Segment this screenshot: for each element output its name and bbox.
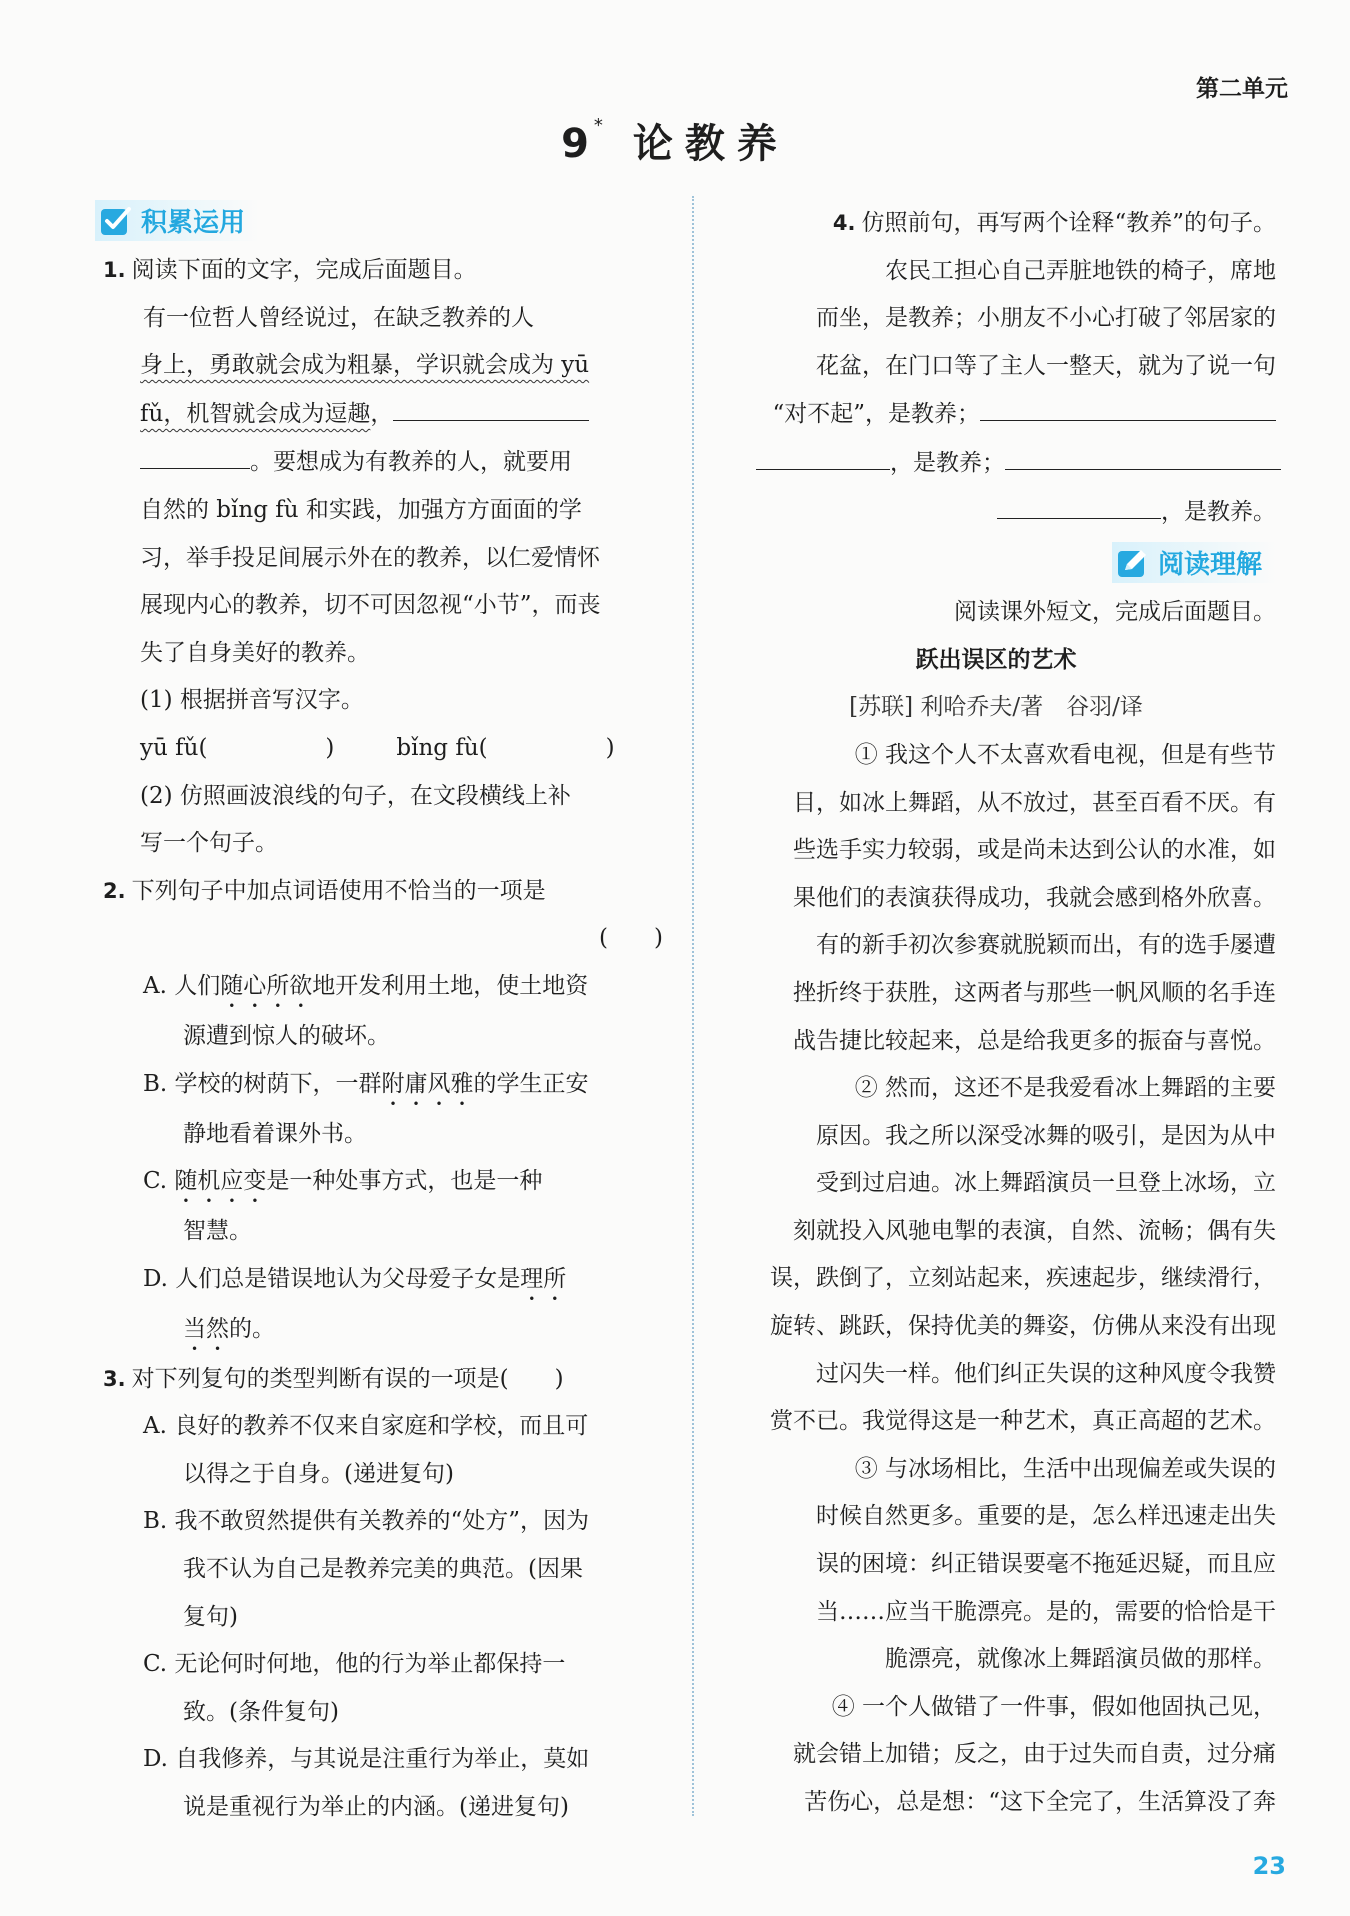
q1-sub1: (1) 根据拼音写汉字。 [140, 687, 364, 714]
paragraph-line: 过闪失一样。他们纠正失误的这种风度令我赞 [816, 1360, 1276, 1387]
q1-passage-line: 习，举手投足间展示外在的教养，以仁爱情怀 [140, 544, 600, 571]
q2-option-c-cont: 智慧。 [183, 1218, 252, 1245]
q2-option-d[interactable]: D. 人们总是错误地认为父母爱子女是理所 [143, 1265, 567, 1292]
paragraph-line: 些选手实力较弱，或是尚未达到公认的水准，如 [793, 837, 1276, 864]
lesson-number: 9 * [561, 115, 605, 167]
q3-option-a[interactable]: A. 良好的教养不仅来自家庭和学校，而且可 [143, 1413, 589, 1440]
answer-blank[interactable] [393, 390, 589, 421]
paragraph-line: 受到过启迪。冰上舞蹈演员一旦登上冰场，立 [816, 1170, 1276, 1197]
q1-passage-line: 展现内心的教养，切不可因忽视“小节”，而丧 [140, 592, 601, 619]
q3-option-c-cont: 致。(条件复句) [183, 1698, 339, 1725]
paragraph-1 [716, 732, 1276, 1065]
q2-option-a-cont: 源遭到惊人的破坏。 [183, 1022, 390, 1049]
q2-prompt: 2. 下列句子中加点词语使用不恰当的一项是 [103, 877, 546, 904]
q1-passage-line: 有一位哲人曾经说过，在缺乏教养的人 [143, 304, 534, 331]
paragraph-line: ③ 与冰场相比，生活中出现偏差或失误的 [854, 1455, 1276, 1482]
q1-passage-line: fǔ，机智就会成为逗趣， [103, 390, 663, 439]
q3-option-b-cont: 复句) [183, 1603, 238, 1630]
wavy-underlined-sentence: fǔ，机智就会成为逗趣 [140, 400, 371, 427]
left-column [103, 200, 663, 1832]
paragraph-line: 当……应当干脆漂亮。是的，需要的恰恰是干 [816, 1598, 1276, 1625]
paragraph-line: 误的困境：纠正错误要毫不拖延迟疑，而且应 [816, 1551, 1276, 1578]
q1-passage-line: 失了自身美好的教养。 [140, 639, 370, 666]
q1-passage-line: 。要想成为有教养的人，就要用 [103, 438, 663, 487]
dotted-word: 随机应变 [174, 1168, 267, 1195]
column-divider [692, 196, 694, 1816]
q3-option-d-cont: 说是重视行为举止的内涵。(递进复句) [183, 1794, 569, 1821]
q4-line: ，是教养； [716, 439, 1276, 488]
q4-line: ，是教养。 [716, 488, 1276, 537]
q3-option-b[interactable]: B. 我不敢贸然提供有关教养的“处方”，因为 [143, 1508, 590, 1535]
q1-sub2: (2) 仿照画波浪线的句子，在文段横线上补 [140, 782, 571, 809]
answer-blank[interactable] [140, 438, 250, 469]
q3-option-a-cont: 以得之于自身。(递进复句) [183, 1460, 454, 1487]
q4-prompt: 4. 仿照前句，再写两个诠释“教养”的句子。 [832, 210, 1276, 236]
dotted-word: 理所 [520, 1265, 567, 1292]
reading-intro: 阅读课外短文，完成后面题目。 [954, 599, 1276, 626]
paragraph-3 [716, 1446, 1276, 1684]
lesson-title [0, 112, 1350, 169]
optional-mark: * [593, 115, 605, 136]
paragraph-4 [716, 1684, 1276, 1827]
dotted-word: 附庸风雅 [381, 1070, 474, 1097]
paragraph-line: 苦伤心，总是想：“这下全完了，生活算没了奔 [804, 1789, 1276, 1815]
paragraph-line: 误，跌倒了，立刻站起来，疾速起步，继续滑行， [770, 1265, 1276, 1292]
paragraph-line: 挫折终于获胜，这两者与那些一帆风顺的名手连 [793, 979, 1276, 1006]
page-number: 23 [1252, 1852, 1286, 1880]
paragraph-line: 赏不已。我觉得这是一种艺术，真正高超的艺术。 [770, 1408, 1276, 1435]
q2-option-a[interactable]: A. 人们随心所欲地开发利用土地，使土地资 [143, 972, 589, 999]
section-reading-title: 阅读理解 [1157, 550, 1262, 581]
q2-option-c[interactable]: C. 随机应变是一种处事方式，也是一种 [143, 1168, 543, 1195]
q1-passage-line [103, 342, 663, 390]
paragraph-line: ② 然而，这还不是我爱看冰上舞蹈的主要 [854, 1075, 1276, 1102]
q1-passage-line: 自然的 bǐng fù 和实践，加强方方面面的学 [140, 496, 582, 523]
paragraph-line: 时候自然更多。重要的是，怎么样迅速走出失 [816, 1503, 1276, 1530]
paragraph-line: 旋转、跳跃，保持优美的舞姿，仿佛从来没有出现 [770, 1313, 1276, 1340]
dotted-word: 随心所欲 [220, 972, 313, 999]
q3-option-c[interactable]: C. 无论何时何地，他的行为举止都保持一 [143, 1651, 566, 1678]
check-pencil-icon [99, 204, 135, 238]
answer-blank[interactable] [997, 488, 1161, 519]
paragraph-line: 目，如冰上舞蹈，从不放过，甚至百看不厌。有 [793, 789, 1276, 816]
q2-option-b-cont: 静地看着课外书。 [183, 1120, 367, 1147]
q2-option-d-cont: 当然的。 [183, 1315, 275, 1342]
q3-prompt: 3. 对下列复句的类型判断有误的一项是( ) [103, 1365, 564, 1392]
q3-option-d[interactable]: D. 自我修养，与其说是注重行为举止，莫如 [143, 1746, 590, 1773]
q4-line: 农民工担心自己弄脏地铁的椅子，席地 [885, 257, 1276, 284]
section-reading-header [1112, 542, 1276, 583]
section-accumulate-title: 积累运用 [141, 208, 246, 238]
paragraph-line: 战告捷比较起来，总是给我更多的振奋与喜悦。 [793, 1027, 1276, 1054]
paragraph-line: 就会错上加错；反之，由于过失而自责，过分痛 [793, 1741, 1276, 1768]
paragraph-line: ① 我这个人不太喜欢看电视，但是有些节 [854, 741, 1276, 768]
answer-blank[interactable] [980, 390, 1276, 421]
q1-sub2: 写一个句子。 [140, 830, 278, 857]
paragraph-line: 脆漂亮，就像冰上舞蹈演员做的那样。 [885, 1646, 1276, 1673]
q2-option-b[interactable]: B. 学校的树荫下，一群附庸风雅的学生正安 [143, 1070, 589, 1097]
paragraph-2 [716, 1065, 1276, 1446]
article-byline: [苏联] 利哈乔夫/著 谷羽/译 [849, 694, 1143, 721]
q4-line: 花盆，在门口等了主人一整天，就为了说一句 [816, 352, 1276, 379]
answer-blank[interactable] [756, 439, 890, 470]
article-title: 跃出误区的艺术 [915, 646, 1077, 673]
paragraph-line: 果他们的表演获得成功，我就会感到格外欣喜。 [793, 884, 1276, 911]
q2-answer-paren[interactable]: ( ) [599, 925, 663, 952]
section-accumulate-header [95, 200, 259, 241]
paragraph-line: ④ 一个人做错了一件事，假如他固执己见， [831, 1693, 1276, 1720]
q4-line: 而坐，是教养；小朋友不小心打破了邻居家的 [816, 305, 1276, 332]
paragraph-line: 有的新手初次参赛就脱颖而出，有的选手屡遭 [816, 932, 1276, 959]
q1-sub1-answers: yū fǔ( ) bǐng fù( ) [140, 734, 615, 761]
q1-prompt: 1. 阅读下面的文字，完成后面题目。 [103, 257, 477, 283]
pencil-icon [1116, 546, 1152, 580]
unit-label: 第二单元 [1196, 76, 1288, 102]
dotted-word: 当然 [183, 1315, 229, 1342]
right-column [716, 200, 1276, 1827]
answer-blank[interactable] [1005, 439, 1281, 470]
lesson-title-text: 论教养 [632, 121, 789, 167]
paragraph-line: 原因。我之所以深受冰舞的吸引，是因为从中 [816, 1122, 1276, 1149]
q3-option-b-cont: 我不认为自己是教养完美的典范。(因果 [183, 1556, 583, 1583]
q4-line: “对不起”，是教养； [716, 390, 1276, 439]
paragraph-line: 刻就投入风驰电掣的表演，自然、流畅；偶有失 [793, 1217, 1276, 1244]
wavy-underlined-sentence: 身上，勇敢就会成为粗暴，学识就会成为 yū [140, 352, 590, 379]
